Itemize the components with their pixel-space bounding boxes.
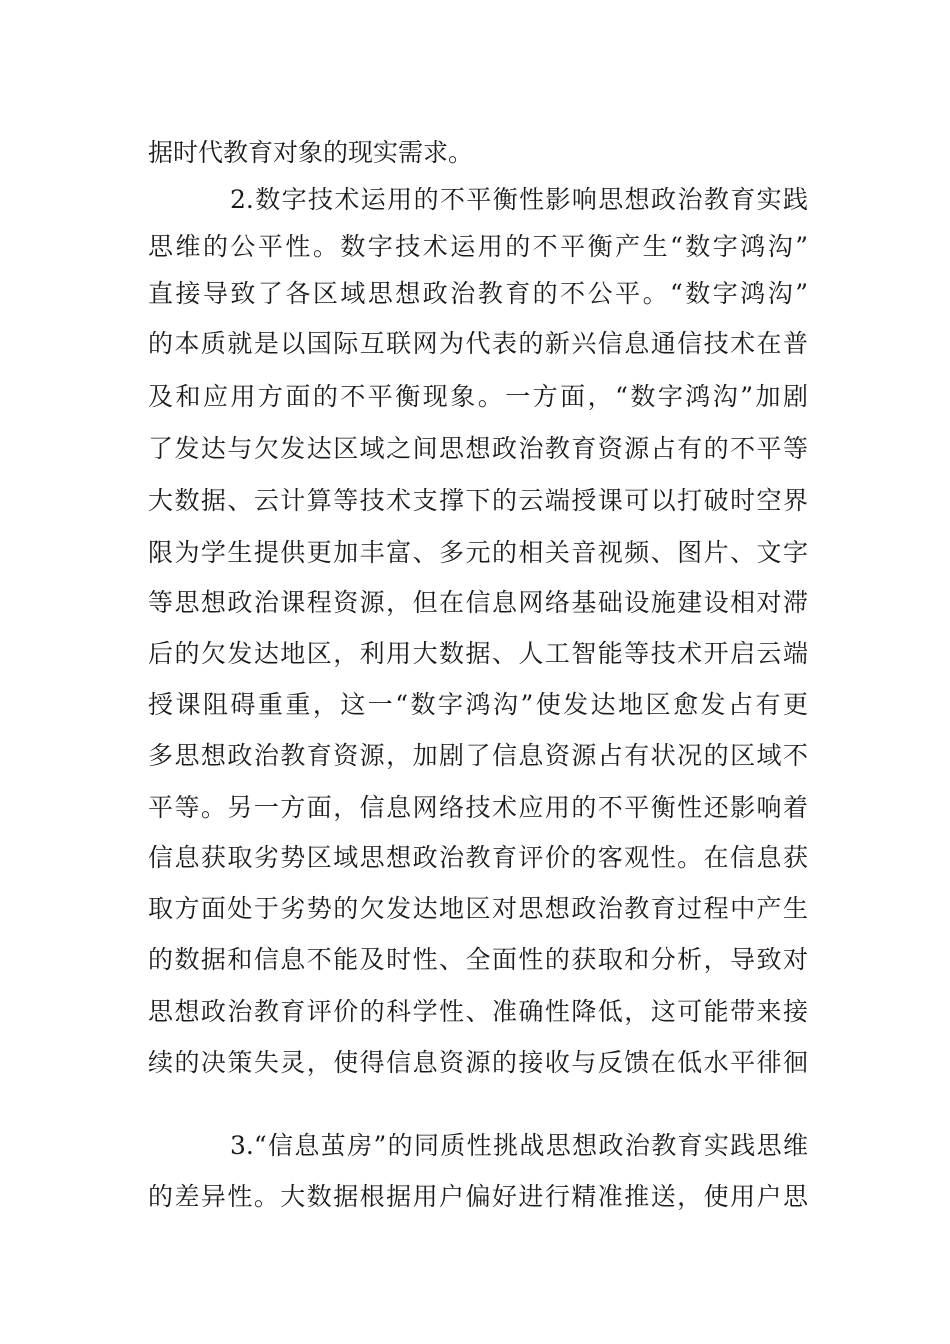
paragraph-2-line-4: 的本质就是以国际互联网为代表的新兴信息通信技术在普 [148,329,808,358]
paragraph-2-line-12: 多思想政治教育资源，加剧了信息资源占有状况的区域不 [148,741,808,770]
paragraph-2-line-11: 授课阻碍重重，这一“数字鸿沟”使发达地区愈发占有更 [148,690,808,719]
paragraph-2-line-6: 了发达与欠发达区域之间思想政治教育资源占有的不平等 [148,434,808,463]
paragraph-2-line-13: 平等。另一方面，信息网络技术应用的不平衡性还影响着 [148,793,808,822]
paragraph-2-line-18: 续的决策失灵，使得信息资源的接收与反馈在低水平徘徊 [148,1048,808,1077]
paragraph-2-line-8: 限为学生提供更加丰富、多元的相关音视频、图片、文字 [148,538,808,567]
paragraph-2-line-7: 大数据、云计算等技术支撑下的云端授课可以打破时空界 [148,486,808,515]
paragraph-3-line-1: 3.“信息茧房”的同质性挑战思想政治教育实践思维 [230,1131,808,1160]
paragraph-2-line-2: 思维的公平性。数字技术运用的不平衡产生“数字鸿沟” [148,232,808,261]
paragraph-2-line-10: 后的欠发达地区，利用大数据、人工智能等技术开启云端 [148,639,808,668]
paragraph-3-line-2: 的差异性。大数据根据用户偏好进行精准推送，使用户思 [148,1182,808,1211]
paragraph-2-line-17: 思想政治教育评价的科学性、准确性降低，这可能带来接 [148,997,808,1026]
paragraph-2-line-15: 取方面处于劣势的欠发达地区对思想政治教育过程中产生 [148,894,808,923]
paragraph-2-line-14: 信息获取劣势区域思想政治教育评价的客观性。在信息获 [148,843,808,872]
paragraph-1-line-1: 据时代教育对象的现实需求。 [148,138,474,167]
paragraph-2-line-1: 2.数字技术运用的不平衡性影响思想政治教育实践 [230,185,808,214]
paragraph-2-line-3: 直接导致了各区域思想政治教育的不公平。“数字鸿沟” [148,279,808,308]
paragraph-2-line-16: 的数据和信息不能及时性、全面性的获取和分析，导致对 [148,945,808,974]
paragraph-2-line-5: 及和应用方面的不平衡现象。一方面，“数字鸿沟”加剧 [148,382,808,411]
paragraph-2-line-9: 等思想政治课程资源，但在信息网络基础设施建设相对滞 [148,588,808,617]
